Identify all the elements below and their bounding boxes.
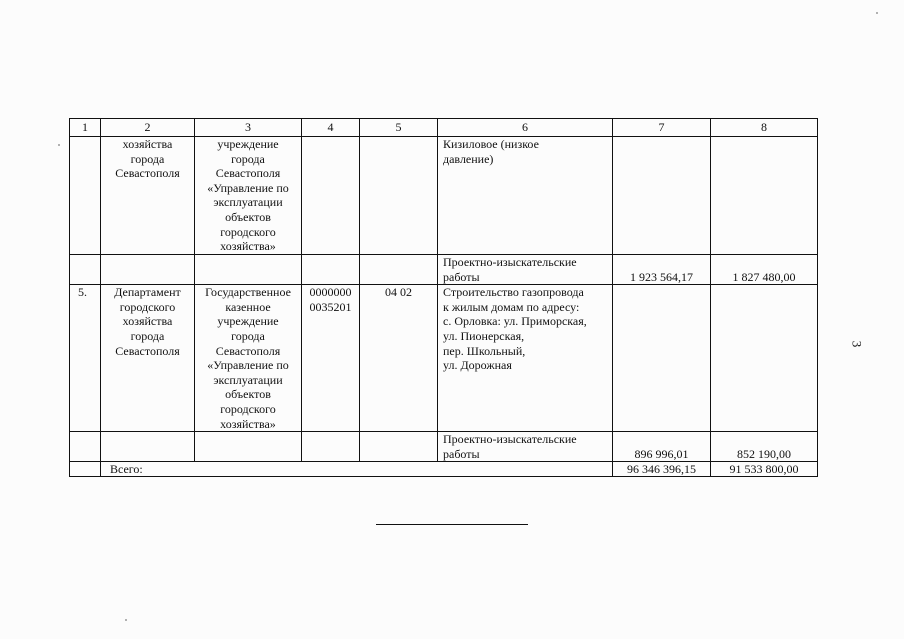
cell-recipient: учреждение города Севастополя «Управление по эксплуатации объектов городского хозяйства» <box>195 137 302 255</box>
table-row-continuation <box>70 137 818 255</box>
header-cell-6: 6 <box>438 119 613 137</box>
separator-line <box>376 524 528 525</box>
cell-empty <box>195 432 302 462</box>
header-cell-4: 4 <box>302 119 360 137</box>
cell-administrator: хозяйства города Севастополя <box>101 137 195 255</box>
cell-number <box>70 137 101 255</box>
cell-empty <box>70 255 101 285</box>
cell-amount-2 <box>711 285 818 432</box>
cell-code <box>302 137 360 255</box>
table-row-5 <box>70 285 818 432</box>
cell-amount-2: 1 827 480,00 <box>711 255 818 285</box>
scan-speck <box>125 619 127 621</box>
cell-number: 5. <box>70 285 101 432</box>
cell-amount-1 <box>613 285 711 432</box>
cell-object: Проектно-изыскательские работы <box>438 255 613 285</box>
header-cell-1: 1 <box>70 119 101 137</box>
cell-empty <box>360 255 438 285</box>
header-row <box>70 119 818 137</box>
cell-empty <box>101 432 195 462</box>
cell-code: 0000000 0035201 <box>302 285 360 432</box>
total-amount-2: 91 533 800,00 <box>711 462 818 477</box>
cell-amount-2: 852 190,00 <box>711 432 818 462</box>
cell-empty <box>302 255 360 285</box>
cell-section <box>360 137 438 255</box>
page-number: 3 <box>849 340 865 348</box>
cell-empty <box>101 255 195 285</box>
header-cell-7: 7 <box>613 119 711 137</box>
cell-amount-1: 1 923 564,17 <box>613 255 711 285</box>
cell-empty <box>360 432 438 462</box>
header-cell-8: 8 <box>711 119 818 137</box>
scan-speck <box>876 12 878 14</box>
header-cell-2: 2 <box>101 119 195 137</box>
cell-empty <box>195 255 302 285</box>
table-row-survey-works-1 <box>70 255 818 285</box>
cell-empty <box>70 462 101 477</box>
cell-amount-2 <box>711 137 818 255</box>
cell-recipient: Государственное казенное учреждение города Севастополя «Управление по эксплуатации объектов городского хозяйства» <box>195 285 302 432</box>
table-row-survey-works-2 <box>70 432 818 462</box>
budget-table <box>69 118 818 477</box>
cell-section: 04 02 <box>360 285 438 432</box>
cell-amount-1 <box>613 137 711 255</box>
cell-object: Проектно-изыскательские работы <box>438 432 613 462</box>
header-cell-5: 5 <box>360 119 438 137</box>
cell-empty <box>70 432 101 462</box>
scan-speck <box>58 144 60 146</box>
cell-empty <box>302 432 360 462</box>
cell-object: Строительство газопровода к жилым домам по адресу: с. Орловка: ул. Приморская, ул. Пионерская, пер. Школьный, ул. Дорожная <box>438 285 613 432</box>
cell-administrator: Департамент городского хозяйства города Севастополя <box>101 285 195 432</box>
cell-amount-1: 896 996,01 <box>613 432 711 462</box>
total-label: Всего: <box>101 462 613 477</box>
cell-object: Кизиловое (низкое давление) <box>438 137 613 255</box>
header-cell-3: 3 <box>195 119 302 137</box>
table-row-total <box>70 462 818 477</box>
total-amount-1: 96 346 396,15 <box>613 462 711 477</box>
